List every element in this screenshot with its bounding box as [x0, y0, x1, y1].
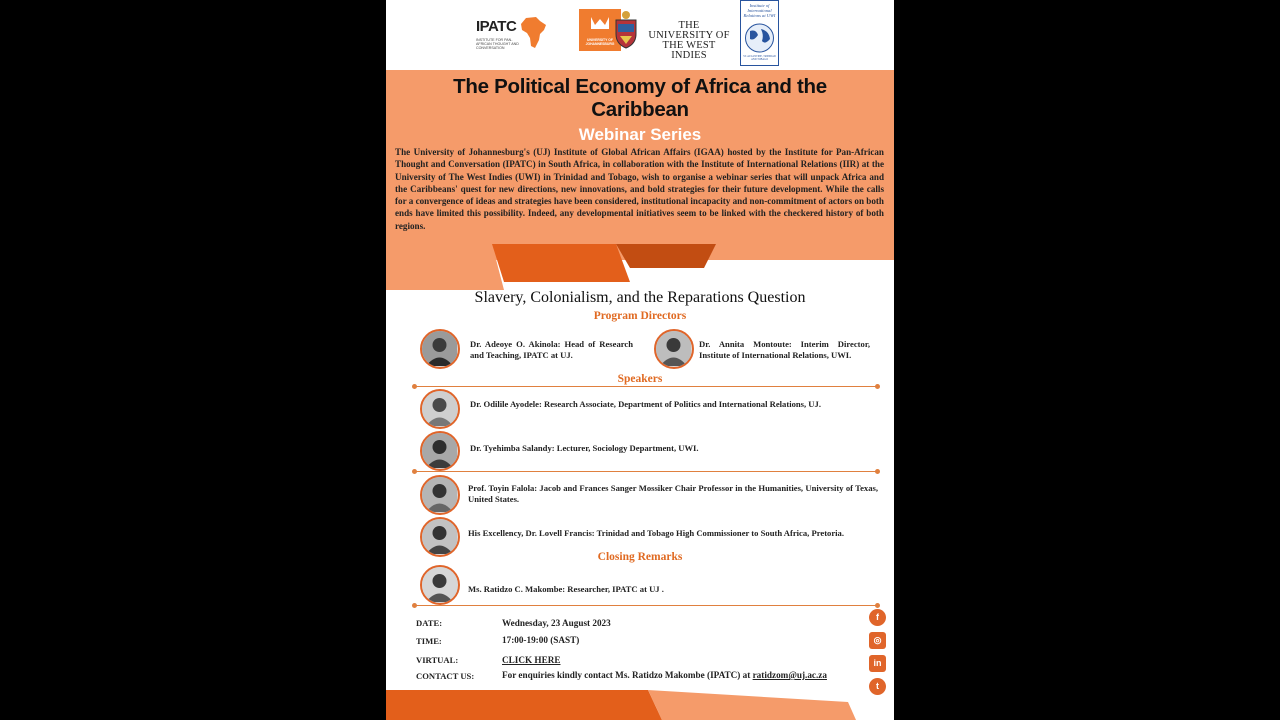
iir-logo-text: Institute of International Relations at UWI	[743, 3, 776, 18]
ipatc-logo-subtitle: INSTITUTE FOR PAN-AFRICAN THOUGHT AND CONVERSATION	[476, 38, 519, 50]
closing-remarks-heading: Closing Remarks	[597, 551, 683, 563]
webinar-poster	[386, 0, 894, 720]
click-here-link[interactable]: CLICK HERE	[502, 655, 561, 665]
contact-text: For enquiries kindly contact Ms. Ratidzo Makombe (IPATC) at	[502, 670, 751, 680]
avatar-director-1	[420, 329, 460, 369]
speaker-1-text: Dr. Odilile Ayodele: Research Associate, Department of Politics and International Relations, UJ.	[470, 399, 821, 409]
uj-logo-text: UNIVERSITY OF JOHANNESBURG	[585, 38, 615, 46]
instagram-icon[interactable]: ◎	[869, 632, 886, 649]
speaker-4-text: His Excellency, Dr. Lovell Francis: Trinidad and Tobago High Commissioner to South Africa, Pretoria.	[468, 528, 844, 538]
time-label: TIME:	[416, 636, 442, 646]
avatar-speaker-2	[420, 431, 460, 471]
avatar-speaker-3	[420, 475, 460, 515]
footer-band	[386, 690, 894, 720]
session-topic: Slavery, Colonialism, and the Reparations Question	[474, 289, 806, 306]
date-label: DATE:	[416, 618, 443, 628]
divider-speakers-2	[414, 471, 878, 472]
uwi-logo-name: THE UNIVERSITY OF THE WEST INDIES	[648, 20, 730, 61]
divider-info	[414, 605, 878, 606]
speakers-heading: Speakers	[617, 373, 663, 385]
director-2-text: Dr. Annita Montoute: Interim Director, Institute of International Relations, UWI.	[699, 339, 870, 360]
facebook-icon[interactable]: f	[869, 609, 886, 626]
virtual-label: VIRTUAL:	[416, 655, 459, 665]
linkedin-icon[interactable]: in	[869, 655, 886, 672]
closing-1-text: Ms. Ratidzo C. Makombe: Researcher, IPATC at UJ .	[468, 584, 664, 594]
program-directors-heading: Program Directors	[593, 310, 687, 322]
time-value: 17:00-19:00 (SAST)	[502, 635, 580, 645]
avatar-director-2	[654, 329, 694, 369]
date-value: Wednesday, 23 August 2023	[502, 618, 611, 628]
email-link[interactable]: ratidzom@uj.ac.za	[752, 670, 827, 680]
contact-label: CONTACT US:	[416, 671, 475, 681]
iir-logo-footer: ST. AUGUSTINE, TRINIDAD AND TOBAGO	[743, 55, 776, 61]
speaker-3-text: Prof. Toyin Falola: Jacob and Frances Sanger Mossiker Chair Professor in the Humanities, University of Texas, United States.	[468, 483, 878, 504]
poster-subtitle: Webinar Series	[578, 125, 702, 144]
speaker-2-text: Dr. Tyehimba Salandy: Lecturer, Sociology Department, UWI.	[470, 443, 699, 453]
ipatc-logo-name: IPATC	[476, 18, 517, 35]
twitter-icon[interactable]: t	[869, 678, 886, 695]
contact-value	[502, 670, 872, 680]
divider-speakers	[414, 386, 878, 387]
decorative-band	[386, 0, 894, 300]
avatar-closing-1	[420, 565, 460, 605]
poster-title: The Political Economy of Africa and the Caribbean	[453, 75, 827, 121]
avatar-speaker-1	[420, 389, 460, 429]
intro-paragraph: The University of Johannesburg's (UJ) Institute of Global African Affairs (IGAA) hosted by the Institute for Pan-African Thought and Conversation (IPATC) in South Africa, in collaboration with the Institute of International Relations (IIR) at the University of The West Indies (UWI) in Trinidad and Tobago, wish to organise a webinar series that will unpack Africa and the Caribbeans' quest for new directions, new innovations, and bold strategies for their future development. While the calls for a convergence of ideas and strategies have been considered, institutional incapacity and non-commitment of actors on both ends have limited this possibility. Indeed, any developmental initiatives seem to be linked with the checkered history of both regions.	[395, 147, 884, 231]
director-1-text: Dr. Adeoye O. Akinola: Head of Research and Teaching, IPATC at UJ.	[470, 339, 633, 360]
